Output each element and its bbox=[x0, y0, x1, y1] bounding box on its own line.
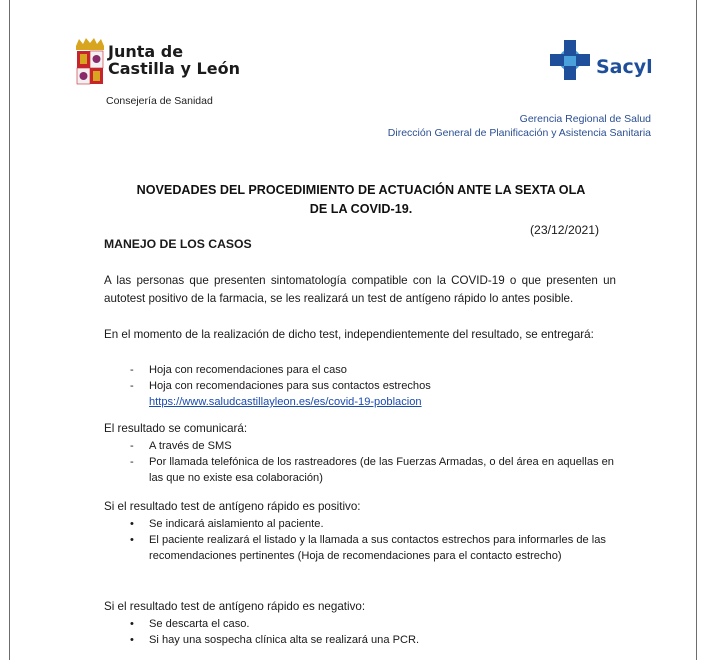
list-item-text: Se indicará aislamiento al paciente. bbox=[149, 518, 324, 530]
gerencia-line: Gerencia Regional de Salud bbox=[519, 113, 651, 125]
list-item bbox=[130, 362, 618, 378]
paragraph-negative: Si el resultado test de antígeno rápido es negativo: bbox=[104, 600, 366, 613]
sacyl-wordmark: Sacyl bbox=[596, 56, 653, 78]
bullet-marker: • bbox=[130, 618, 134, 630]
list-item bbox=[130, 632, 618, 648]
paragraph-test-delivery: En el momento de la realización de dicho test, independientemente del resultado, se entregará: bbox=[104, 328, 594, 341]
list-item-text: Hoja con recomendaciones para el caso bbox=[149, 364, 347, 376]
department-info bbox=[0, 112, 651, 140]
org-name-line2: Castilla y León bbox=[108, 59, 240, 78]
list-item bbox=[130, 394, 618, 410]
section-heading: MANEJO DE LOS CASOS bbox=[104, 237, 252, 251]
bullet-marker: • bbox=[130, 634, 134, 646]
direccion-line: Dirección General de Planificación y Asistencia Sanitaria bbox=[387, 127, 651, 139]
title-line-1: NOVEDADES DEL PROCEDIMIENTO DE ACTUACIÓN ANTE LA SEXTA OLA bbox=[136, 183, 586, 197]
covid-info-link[interactable]: https://www.saludcastillayleon.es/es/covid-19-poblacion bbox=[149, 396, 422, 408]
document-date: (23/12/2021) bbox=[530, 223, 600, 237]
negative-actions-list bbox=[130, 616, 618, 648]
list-item-text: Si hay una sospecha clínica alta se realizará una PCR. bbox=[149, 634, 420, 646]
page-edge-right bbox=[696, 0, 697, 660]
list-marker: - bbox=[130, 364, 134, 376]
paragraph-positive: Si el resultado test de antígeno rápido es positivo: bbox=[104, 500, 361, 513]
list-item bbox=[130, 532, 618, 564]
list-item-text: Por llamada telefónica de los rastreadores (de las Fuerzas Armadas, o del área en aquellas en las que no existe esa colaboración) bbox=[149, 456, 614, 484]
list-item-text: Se descarta el caso. bbox=[149, 618, 250, 630]
title-line-2: DE LA COVID-19. bbox=[309, 202, 413, 216]
list-marker: - bbox=[130, 440, 134, 452]
bullet-marker: • bbox=[130, 518, 134, 530]
list-marker: - bbox=[130, 456, 134, 468]
handout-list bbox=[130, 362, 618, 410]
list-item bbox=[130, 454, 618, 486]
list-item bbox=[130, 616, 618, 632]
list-item bbox=[130, 438, 618, 454]
communication-list bbox=[130, 438, 618, 486]
org-name-line1: Junta de bbox=[108, 42, 184, 61]
paragraph-intro: A las personas que presenten sintomatología compatible con la COVID-19 o que presenten un autotest positivo de la farmacia, se les realizará un test de antígeno rápido lo antes posible. bbox=[104, 274, 616, 305]
list-item bbox=[130, 378, 618, 394]
page-edge-left bbox=[9, 0, 10, 660]
org-subtitle: Consejería de Sanidad bbox=[106, 95, 213, 107]
list-item bbox=[130, 516, 618, 532]
bullet-marker: • bbox=[130, 534, 134, 546]
paragraph-result-communication: El resultado se comunicará: bbox=[104, 422, 248, 435]
document-title bbox=[100, 181, 622, 219]
coat-of-arms-icon bbox=[74, 38, 106, 88]
list-marker: - bbox=[130, 380, 134, 392]
list-item-text: A través de SMS bbox=[149, 440, 232, 452]
org-name bbox=[108, 43, 240, 77]
list-item-text: El paciente realizará el listado y la llamada a sus contactos estrechos para informarles de las recomendaciones pertinentes (Hoja de recomendaciones para el contacto estrecho) bbox=[149, 534, 606, 562]
positive-actions-list bbox=[130, 516, 618, 564]
list-item-text: Hoja con recomendaciones para sus contactos estrechos bbox=[149, 380, 431, 392]
